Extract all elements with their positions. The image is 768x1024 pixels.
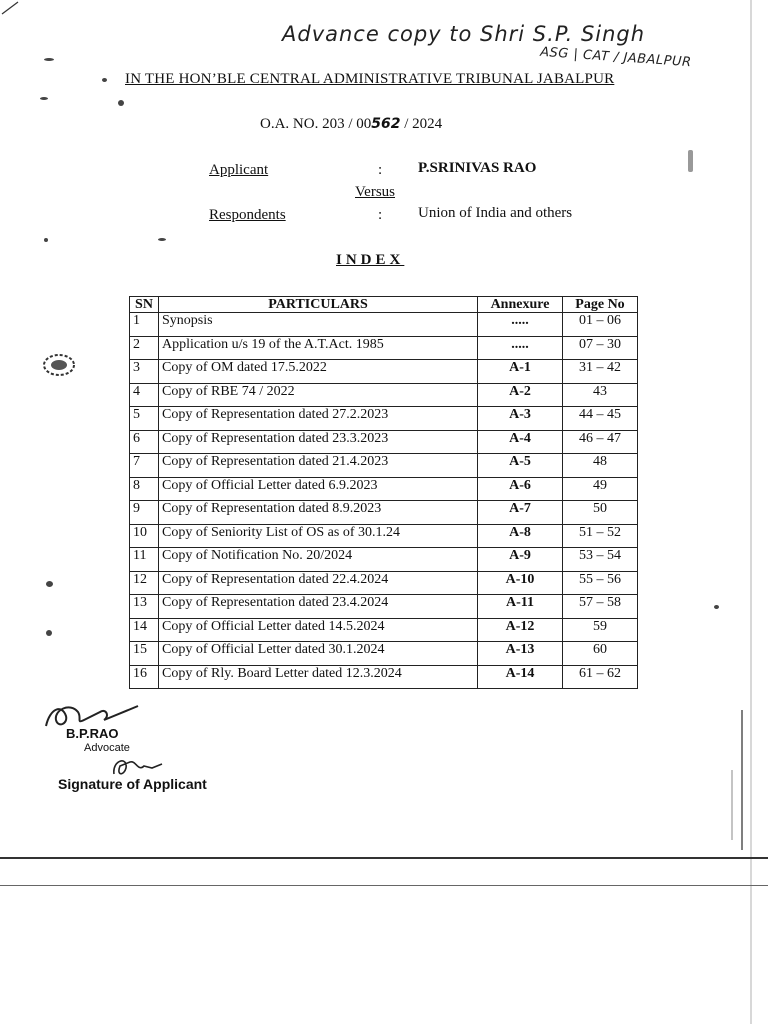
cell-sn: 4 [130,383,159,407]
speck [714,605,719,609]
col-particulars-header: PARTICULARS [159,297,478,313]
cell-annexure: ..... [478,313,563,337]
cell-page: 43 [563,383,638,407]
cell-annexure: A-13 [478,642,563,666]
cell-particulars: Copy of Representation dated 23.4.2024 [159,595,478,619]
table-row [130,524,638,548]
table-row [130,454,638,478]
table-row [130,477,638,501]
cell-page: 59 [563,618,638,642]
cell-page: 31 – 42 [563,360,638,384]
oa-number [260,116,442,133]
cell-annexure: A-6 [478,477,563,501]
cell-particulars: Copy of Notification No. 20/2024 [159,548,478,572]
speck [688,150,693,172]
cell-annexure: A-10 [478,571,563,595]
oa-suffix: / 2024 [400,116,443,132]
applicant-name: P.SRINIVAS RAO [418,160,537,176]
margin-marks [712,700,752,860]
col-page-header: Page No [563,297,638,313]
cell-annexure: A-5 [478,454,563,478]
scan-rule-top [0,857,768,859]
cell-page: 46 – 47 [563,430,638,454]
table-row [130,501,638,525]
cell-sn: 13 [130,595,159,619]
oa-prefix: O.A. NO. 203 / 00 [260,116,372,132]
speck [40,97,48,100]
cell-page: 49 [563,477,638,501]
applicant-signature-caption: Signature of Applicant [58,776,207,792]
speck [46,630,52,636]
scan-edge [750,0,752,1024]
cell-page: 50 [563,501,638,525]
cell-annexure: A-9 [478,548,563,572]
cell-page: 44 – 45 [563,407,638,431]
respondents-separator: : [378,207,383,223]
cell-sn: 14 [130,618,159,642]
speck [46,581,53,587]
speck [102,78,107,82]
cell-annexure: A-12 [478,618,563,642]
index-title: INDEX [336,252,405,268]
cell-sn: 12 [130,571,159,595]
cell-page: 07 – 30 [563,336,638,360]
index-header-row [130,297,638,313]
table-row [130,313,638,337]
table-row [130,665,638,689]
cell-particulars: Copy of Official Letter dated 6.9.2023 [159,477,478,501]
cell-annexure: A-14 [478,665,563,689]
cell-particulars: Copy of RBE 74 / 2022 [159,383,478,407]
table-row [130,571,638,595]
cell-sn: 9 [130,501,159,525]
cell-sn: 10 [130,524,159,548]
applicant-separator: : [378,162,383,178]
cell-sn: 5 [130,407,159,431]
cell-page: 48 [563,454,638,478]
court-title: IN THE HON’BLE CENTRAL ADMINISTRATIVE TRIBUNAL JABALPUR [125,71,615,87]
cell-sn: 16 [130,665,159,689]
oa-handwritten-number: 562 [371,116,401,132]
table-row [130,430,638,454]
versus-label: Versus [355,184,395,200]
advocate-name: B.P.RAO [66,726,119,741]
cell-particulars: Application u/s 19 of the A.T.Act. 1985 [159,336,478,360]
cell-particulars: Copy of Representation dated 22.4.2024 [159,571,478,595]
cell-particulars: Copy of Representation dated 23.3.2023 [159,430,478,454]
col-sn-header: SN [130,297,159,313]
cell-particulars: Copy of Official Letter dated 30.1.2024 [159,642,478,666]
cell-annexure: A-2 [478,383,563,407]
cell-sn: 8 [130,477,159,501]
cell-page: 61 – 62 [563,665,638,689]
col-annexure-header: Annexure [478,297,563,313]
cell-page: 57 – 58 [563,595,638,619]
cell-sn: 3 [130,360,159,384]
cell-page: 51 – 52 [563,524,638,548]
table-row [130,642,638,666]
cell-particulars: Copy of Representation dated 21.4.2023 [159,454,478,478]
cell-sn: 6 [130,430,159,454]
stamp-blot [42,352,76,378]
index-table [129,296,638,689]
cell-annexure: A-7 [478,501,563,525]
table-row [130,407,638,431]
applicant-label: Applicant [209,162,269,178]
cell-sn: 7 [130,454,159,478]
cell-particulars: Copy of Rly. Board Letter dated 12.3.2024 [159,665,478,689]
speck [158,238,166,241]
cell-sn: 2 [130,336,159,360]
handwritten-note-line1: Advance copy to Shri S.P. Singh [282,22,646,46]
cell-page: 53 – 54 [563,548,638,572]
table-row [130,360,638,384]
cell-particulars: Copy of Official Letter dated 14.5.2024 [159,618,478,642]
respondents-name: Union of India and others [418,205,573,221]
speck [44,238,48,242]
table-row [130,595,638,619]
cell-annexure: A-11 [478,595,563,619]
table-row [130,548,638,572]
cell-annexure: A-1 [478,360,563,384]
cell-page: 60 [563,642,638,666]
table-row [130,618,638,642]
speck [44,58,54,61]
cell-annexure: A-3 [478,407,563,431]
table-row [130,336,638,360]
cell-annexure: ..... [478,336,563,360]
respondents-label: Respondents [209,207,286,223]
handwritten-note-line2: ASG | CAT / JABALPUR [539,44,692,71]
cell-sn: 11 [130,548,159,572]
scan-rule-bottom [0,885,768,886]
cell-particulars: Copy of Representation dated 8.9.2023 [159,501,478,525]
cell-sn: 15 [130,642,159,666]
cell-page: 01 – 06 [563,313,638,337]
cell-page: 55 – 56 [563,571,638,595]
advocate-role: Advocate [84,742,130,754]
table-row [130,383,638,407]
cell-particulars: Copy of OM dated 17.5.2022 [159,360,478,384]
cell-annexure: A-8 [478,524,563,548]
cell-particulars: Copy of Representation dated 27.2.2023 [159,407,478,431]
corner-mark [0,0,22,16]
cell-sn: 1 [130,313,159,337]
cell-particulars: Copy of Seniority List of OS as of 30.1.24 [159,524,478,548]
cell-annexure: A-4 [478,430,563,454]
speck [118,100,124,106]
cell-particulars: Synopsis [159,313,478,337]
